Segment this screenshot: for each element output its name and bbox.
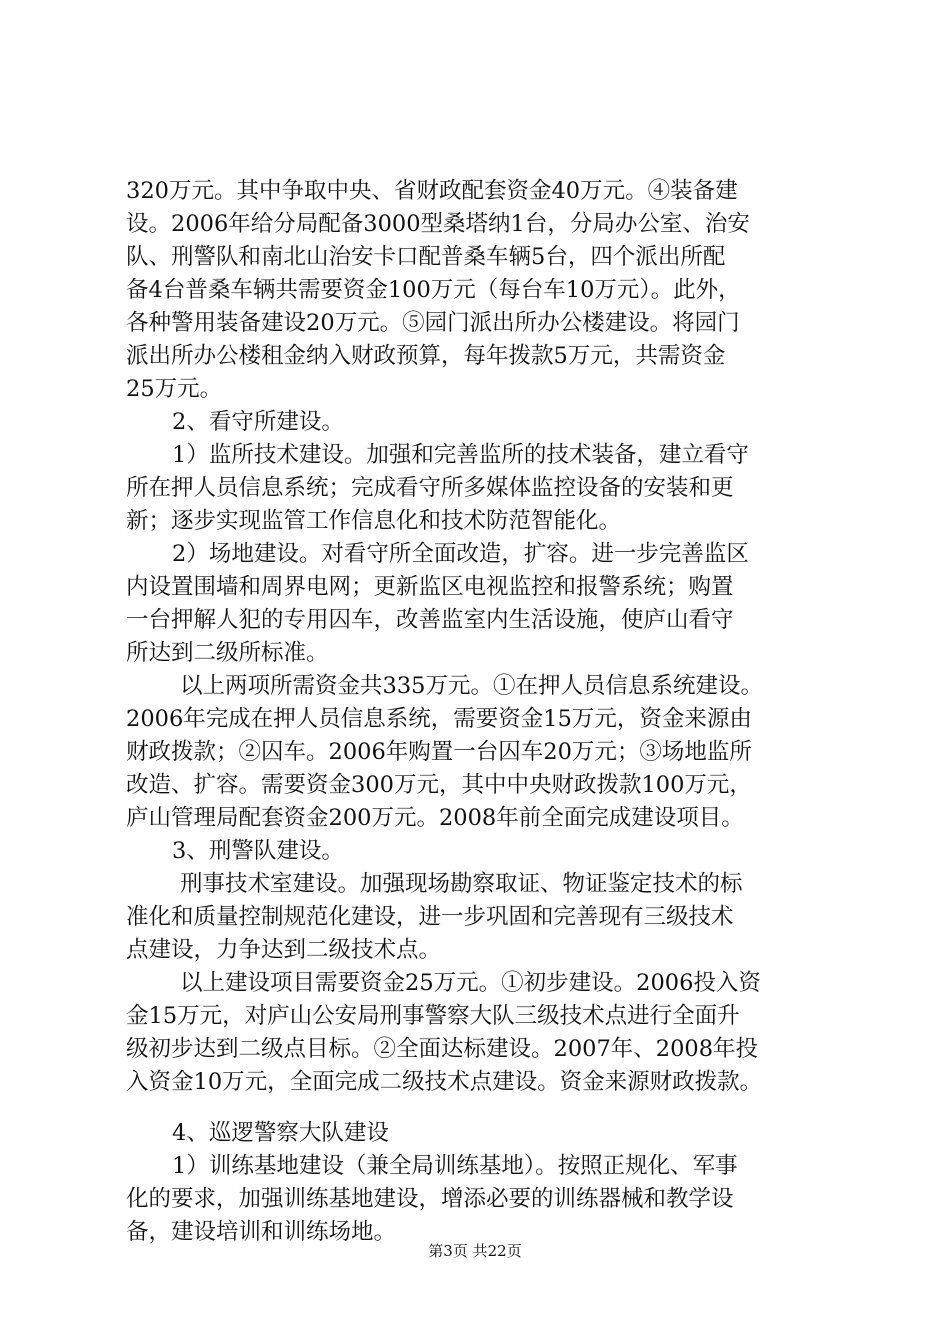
body-line: 改造、扩容。需要资金300万元，其中中央财政拨款100万元， xyxy=(126,772,752,798)
body-line: 入资金10万元，全面完成二级技术点建设。资金来源财政拨款。 xyxy=(126,1069,763,1095)
body-line: 级初步达到二级点目标。②全面达标建设。2007年、2008年投 xyxy=(126,1036,759,1062)
body-line: 备，建设培训和训练场地。 xyxy=(126,1219,397,1245)
body-line: 320万元。其中争取中央、省财政配套资金40万元。④装备建 xyxy=(126,178,738,204)
body-line: 以上两项所需资金共335万元。①在押人员信息系统建设。 xyxy=(180,673,763,699)
body-line: 所在押人员信息系统；完成看守所多媒体监控设备的安装和更 xyxy=(126,475,734,501)
body-line: 备4台普桑车辆共需要资金100万元（每台车10万元）。此外， xyxy=(126,277,741,303)
body-line: 财政拨款；②囚车。2006年购置一台囚车20万元；③场地监所 xyxy=(126,739,752,765)
body-line: 派出所办公楼租金纳入财政预算，每年拨款5万元，共需资金 xyxy=(126,343,726,369)
body-line: 各种警用装备建设20万元。⑤园门派出所办公楼建设。将园门 xyxy=(126,310,740,336)
section-heading: 4、巡逻警察大队建设 xyxy=(172,1120,389,1146)
body-line: 点建设，力争达到二级技术点。 xyxy=(126,937,442,963)
body-line: 25万元。 xyxy=(126,376,223,402)
section-heading: 3、刑警队建设。 xyxy=(172,838,344,864)
body-line: 队、刑警队和南北山治安卡口配普桑车辆5台，四个派出所配 xyxy=(126,244,726,270)
body-line: 1）训练基地建设（兼全局训练基地）。按照正规化、军事 xyxy=(172,1153,738,1179)
body-line: 化的要求，加强训练基地建设，增添必要的训练器械和教学设 xyxy=(126,1186,734,1212)
body-line: 准化和质量控制规范化建设，进一步巩固和完善现有三级技术 xyxy=(126,904,734,930)
body-line: 内设置围墙和周界电网；更新监区电视监控和报警系统；购置 xyxy=(126,574,734,600)
body-line: 以上建设项目需要资金25万元。①初步建设。2006投入资 xyxy=(180,970,761,996)
page-number: 第3页 共22页 xyxy=(428,1242,522,1260)
body-line: 新；逐步实现监管工作信息化和技术防范智能化。 xyxy=(126,508,622,534)
body-line: 1）监所技术建设。加强和完善监所的技术装备，建立看守 xyxy=(172,442,749,468)
body-line: 一台押解人犯的专用囚车，改善监室内生活设施，使庐山看守 xyxy=(126,607,734,633)
body-line: 设。2006年给分局配备3000型桑塔纳1台，分局办公室、治安 xyxy=(126,211,750,237)
body-line: 庐山管理局配套资金200万元。2008年前全面完成建设项目。 xyxy=(126,805,744,831)
body-line: 所达到二级所标准。 xyxy=(126,640,329,666)
body-line: 金15万元，对庐山公安局刑事警察大队三级技术点进行全面升 xyxy=(126,1003,740,1029)
body-line: 刑事技术室建设。加强现场勘察取证、物证鉴定技术的标 xyxy=(180,871,743,897)
body-line: 2）场地建设。对看守所全面改造，扩容。进一步完善监区 xyxy=(172,541,749,567)
section-heading: 2、看守所建设。 xyxy=(172,409,344,435)
body-line: 2006年完成在押人员信息系统，需要资金15万元，资金来源由 xyxy=(126,706,752,732)
